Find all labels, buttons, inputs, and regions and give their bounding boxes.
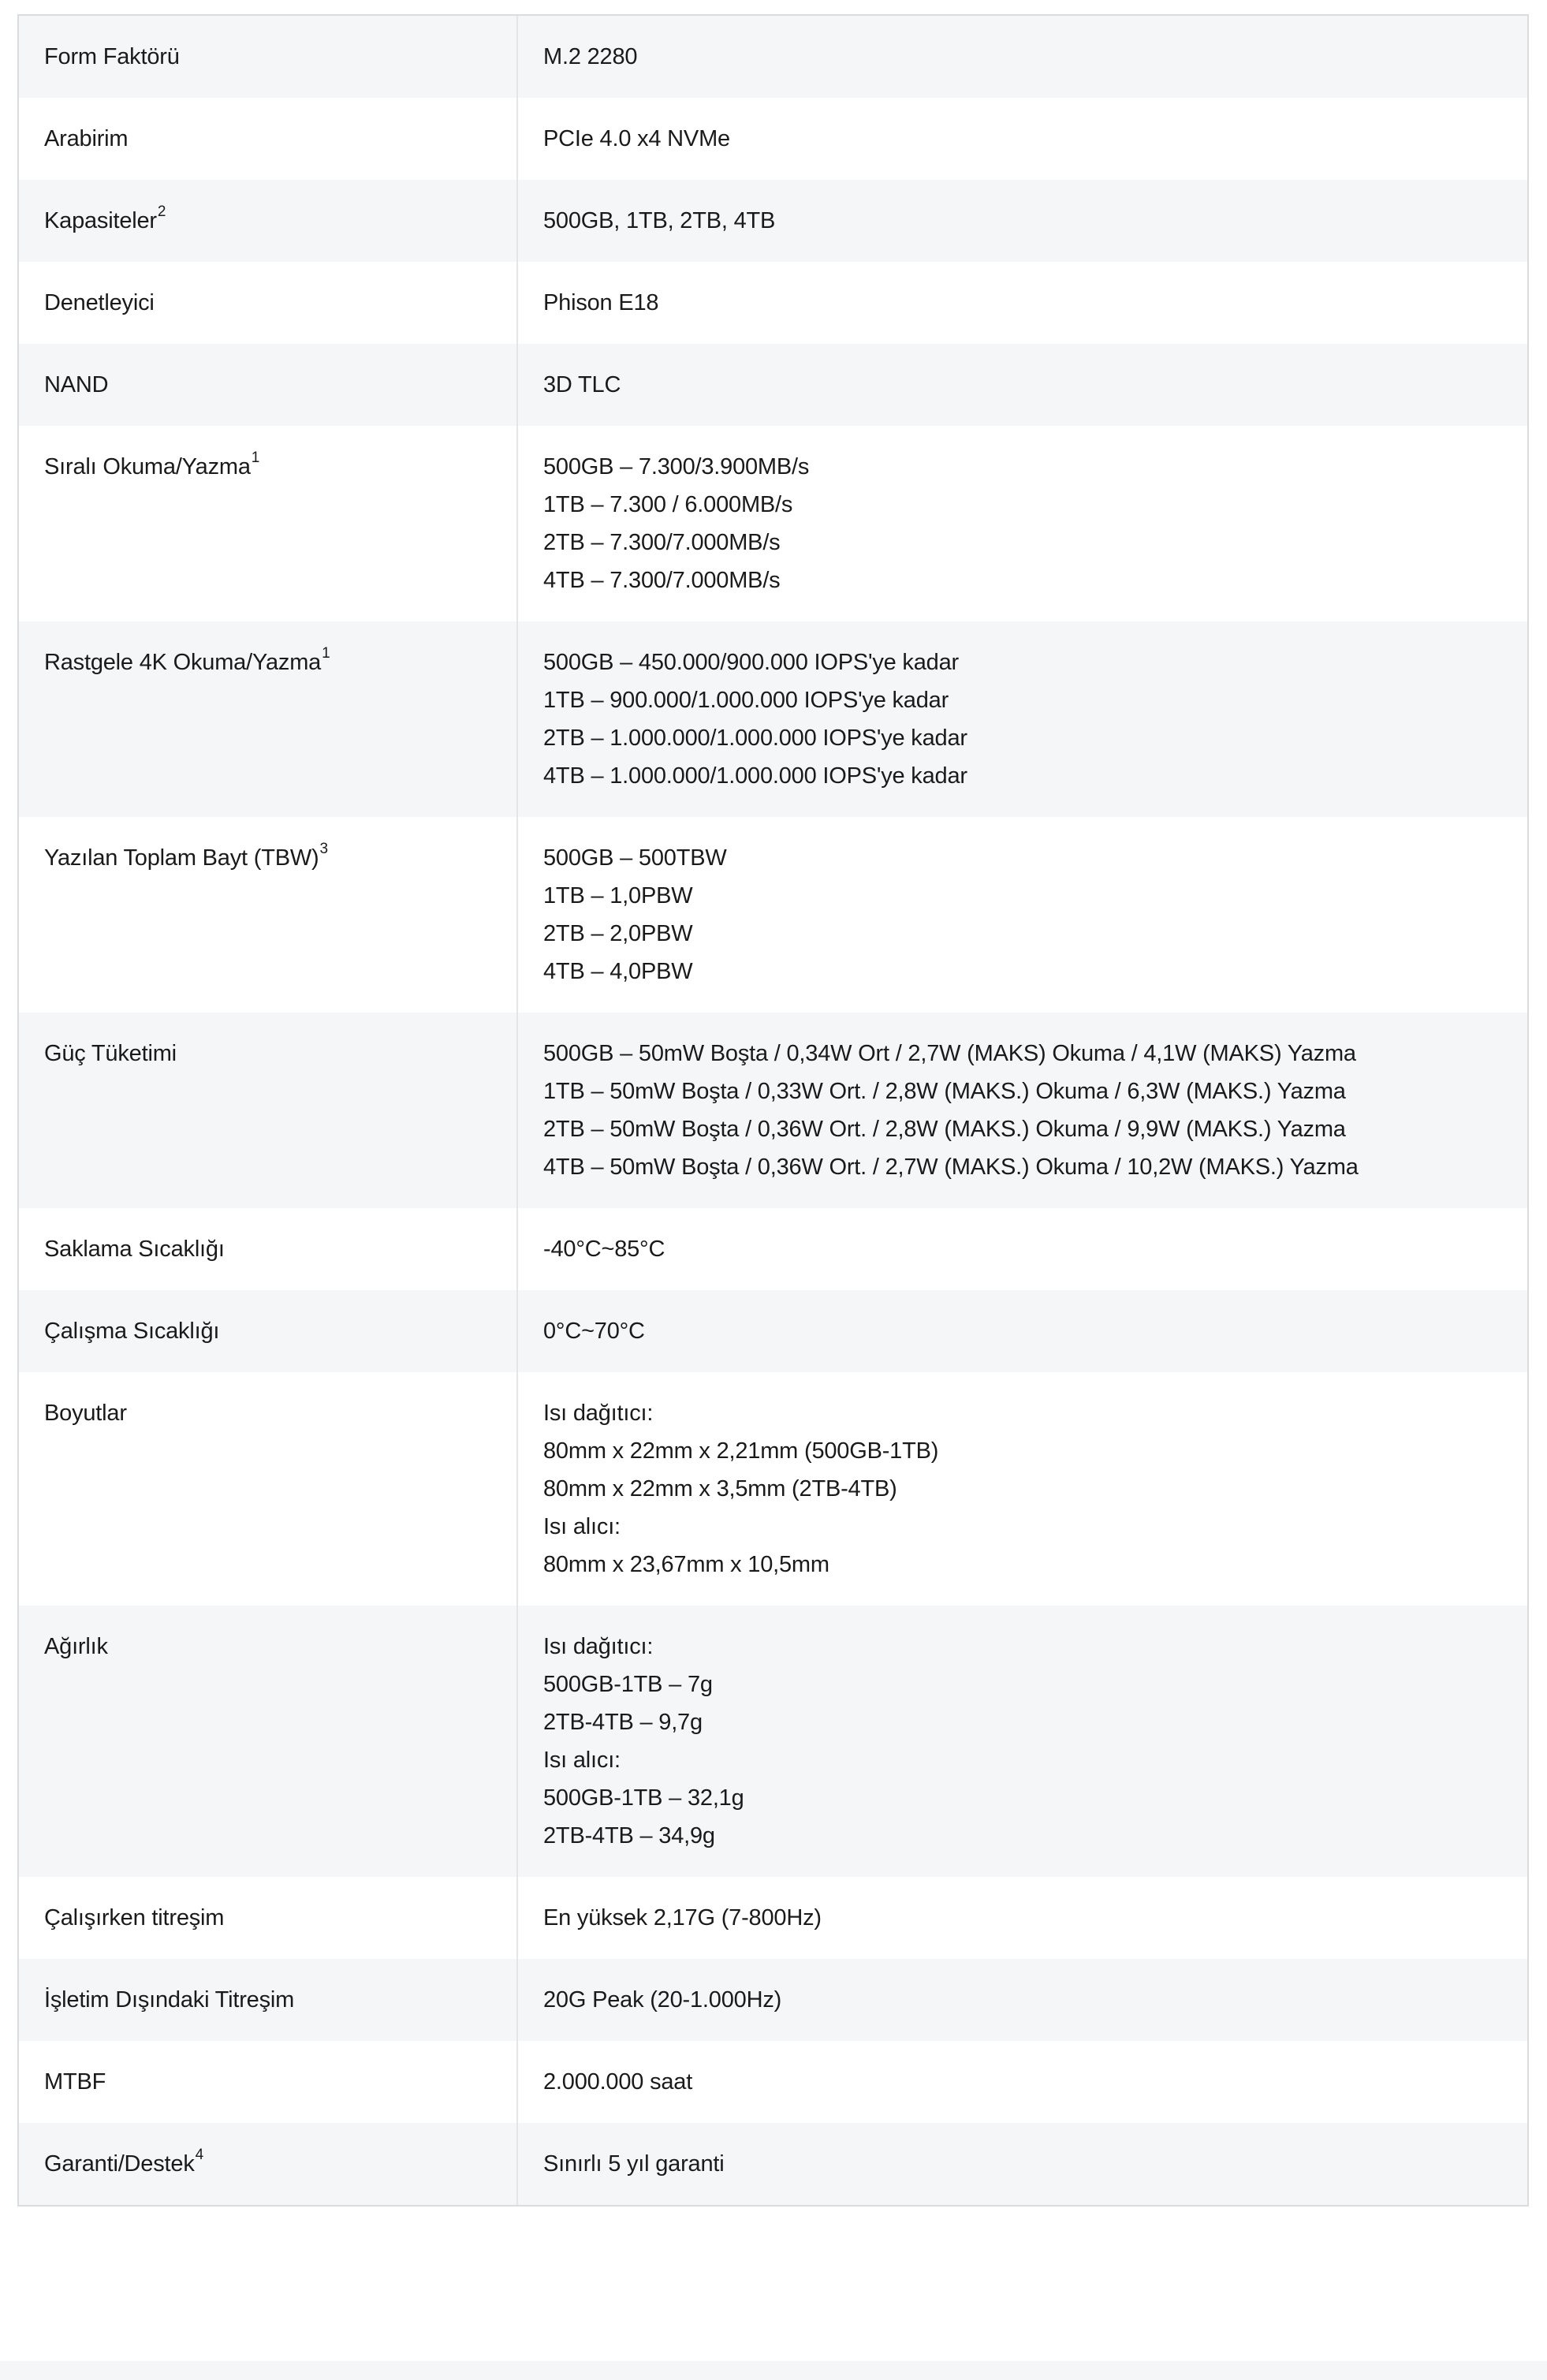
spec-value-cell [517, 16, 1527, 98]
spec-value-line: En yüksek 2,17G (7-800Hz) [543, 1905, 822, 1930]
spec-row [19, 1013, 1527, 1208]
page-bottom-strip [0, 2361, 1547, 2380]
spec-label-cell [19, 180, 517, 262]
spec-value-line: 1TB – 50mW Boşta / 0,33W Ort. / 2,8W (MAKS.) Okuma / 6,3W (MAKS.) Yazma [543, 1079, 1346, 1104]
spec-label-cell [19, 344, 517, 426]
spec-label: Yazılan Toplam Bayt (TBW) [44, 845, 319, 871]
spec-value-line: 2.000.000 saat [543, 2069, 693, 2095]
spec-value-line: Isı dağıtıcı: [543, 1401, 654, 1426]
spec-label: Güç Tüketimi [44, 1041, 177, 1066]
spec-row [19, 1959, 1527, 2041]
spec-row [19, 1290, 1527, 1372]
spec-value-cell [517, 621, 1527, 817]
spec-value-line: PCIe 4.0 x4 NVMe [543, 126, 730, 151]
spec-label: MTBF [44, 2069, 106, 2095]
spec-label-cell [19, 98, 517, 180]
spec-value-line: Isı alıcı: [543, 1514, 621, 1539]
spec-table [19, 16, 1527, 2205]
spec-value-cell [517, 1290, 1527, 1372]
spec-value-line: 500GB-1TB – 7g [543, 1672, 713, 1697]
spec-value-cell [517, 1372, 1527, 1606]
spec-label-cell [19, 1208, 517, 1290]
spec-value-line: 3D TLC [543, 372, 621, 397]
spec-value-line: 500GB – 7.300/3.900MB/s [543, 454, 810, 479]
spec-value-line: 2TB-4TB – 34,9g [543, 1823, 715, 1848]
spec-label: Sıralı Okuma/Yazma [44, 454, 251, 479]
spec-row [19, 98, 1527, 180]
spec-label-cell [19, 2123, 517, 2205]
spec-value-cell [517, 180, 1527, 262]
spec-value-cell [517, 1013, 1527, 1208]
spec-value-line: M.2 2280 [543, 44, 638, 69]
spec-value-line: 80mm x 22mm x 3,5mm (2TB-4TB) [543, 1476, 897, 1501]
spec-row [19, 180, 1527, 262]
footnote-marker: 4 [195, 2147, 203, 2164]
spec-label-cell [19, 817, 517, 1013]
spec-value-line: Phison E18 [543, 290, 659, 315]
spec-label-cell [19, 1606, 517, 1877]
spec-label-cell [19, 1372, 517, 1606]
spec-value-cell [517, 344, 1527, 426]
spec-value-line: 80mm x 23,67mm x 10,5mm [543, 1552, 829, 1577]
spec-value-line: 1TB – 900.000/1.000.000 IOPS'ye kadar [543, 688, 949, 713]
spec-label-cell [19, 16, 517, 98]
spec-label: Saklama Sıcaklığı [44, 1237, 225, 1262]
spec-value-line: 2TB – 7.300/7.000MB/s [543, 530, 781, 555]
spec-label: Ağırlık [44, 1634, 108, 1659]
spec-label: Form Faktörü [44, 44, 180, 69]
spec-row [19, 817, 1527, 1013]
spec-label: İşletim Dışındaki Titreşim [44, 1987, 295, 2013]
spec-label-cell [19, 1013, 517, 1208]
spec-label-cell [19, 262, 517, 344]
spec-label-cell [19, 621, 517, 817]
spec-label: Denetleyici [44, 290, 155, 315]
spec-label: Rastgele 4K Okuma/Yazma [44, 650, 322, 675]
spec-value-line: Isı alıcı: [543, 1748, 621, 1773]
spec-value-line: 4TB – 7.300/7.000MB/s [543, 568, 781, 593]
spec-value-line: -40°C~85°C [543, 1237, 665, 1262]
spec-row [19, 16, 1527, 98]
spec-value-line: Sınırlı 5 yıl garanti [543, 2151, 725, 2177]
footnote-marker: 2 [157, 203, 166, 221]
spec-value-line: 0°C~70°C [543, 1319, 645, 1344]
spec-row [19, 262, 1527, 344]
spec-value-cell [517, 262, 1527, 344]
spec-value-line: 500GB-1TB – 32,1g [543, 1785, 744, 1811]
spec-label: Çalışma Sıcaklığı [44, 1319, 220, 1344]
spec-value-cell [517, 426, 1527, 621]
spec-value-line: 20G Peak (20-1.000Hz) [543, 1987, 782, 2013]
spec-label: Çalışırken titreşim [44, 1905, 225, 1930]
spec-table-container [17, 14, 1529, 2207]
spec-value-cell [517, 2123, 1527, 2205]
spec-table-body [19, 16, 1527, 2205]
spec-value-line: 4TB – 4,0PBW [543, 959, 693, 984]
spec-value-cell [517, 1959, 1527, 2041]
spec-label: Boyutlar [44, 1401, 127, 1426]
spec-label-cell [19, 2041, 517, 2123]
spec-row [19, 1208, 1527, 1290]
spec-value-line: 1TB – 7.300 / 6.000MB/s [543, 492, 793, 517]
spec-value-line: 4TB – 1.000.000/1.000.000 IOPS'ye kadar [543, 763, 967, 789]
spec-label-cell [19, 426, 517, 621]
spec-label-cell [19, 1959, 517, 2041]
spec-label: Garanti/Destek [44, 2151, 195, 2177]
spec-value-line: 2TB-4TB – 9,7g [543, 1710, 703, 1735]
spec-value-line: Isı dağıtıcı: [543, 1634, 654, 1659]
spec-row [19, 1877, 1527, 1959]
footnote-marker: 3 [319, 841, 328, 858]
spec-row [19, 344, 1527, 426]
spec-value-line: 1TB – 1,0PBW [543, 883, 693, 908]
spec-value-line: 2TB – 2,0PBW [543, 921, 693, 946]
spec-label: Arabirim [44, 126, 129, 151]
spec-label-cell [19, 1877, 517, 1959]
spec-label: NAND [44, 372, 109, 397]
spec-row [19, 621, 1527, 817]
spec-value-line: 2TB – 1.000.000/1.000.000 IOPS'ye kadar [543, 726, 967, 751]
spec-value-line: 500GB – 450.000/900.000 IOPS'ye kadar [543, 650, 959, 675]
spec-value-line: 4TB – 50mW Boşta / 0,36W Ort. / 2,7W (MAKS.) Okuma / 10,2W (MAKS.) Yazma [543, 1155, 1359, 1180]
spec-value-line: 500GB – 500TBW [543, 845, 727, 871]
spec-row [19, 2041, 1527, 2123]
spec-value-line: 500GB – 50mW Boşta / 0,34W Ort / 2,7W (MAKS) Okuma / 4,1W (MAKS) Yazma [543, 1041, 1356, 1066]
spec-value-line: 80mm x 22mm x 2,21mm (500GB-1TB) [543, 1438, 939, 1464]
spec-value-cell [517, 98, 1527, 180]
spec-value-cell [517, 817, 1527, 1013]
spec-value-cell [517, 1606, 1527, 1877]
spec-label: Kapasiteler [44, 208, 157, 233]
spec-row [19, 426, 1527, 621]
spec-row [19, 1372, 1527, 1606]
spec-row [19, 2123, 1527, 2205]
spec-value-line: 2TB – 50mW Boşta / 0,36W Ort. / 2,8W (MAKS.) Okuma / 9,9W (MAKS.) Yazma [543, 1117, 1346, 1142]
spec-label-cell [19, 1290, 517, 1372]
spec-row [19, 1606, 1527, 1877]
spec-value-cell [517, 2041, 1527, 2123]
footnote-marker: 1 [322, 645, 330, 662]
spec-value-cell [517, 1208, 1527, 1290]
spec-value-line: 500GB, 1TB, 2TB, 4TB [543, 208, 776, 233]
footnote-marker: 1 [251, 450, 260, 467]
spec-value-cell [517, 1877, 1527, 1959]
